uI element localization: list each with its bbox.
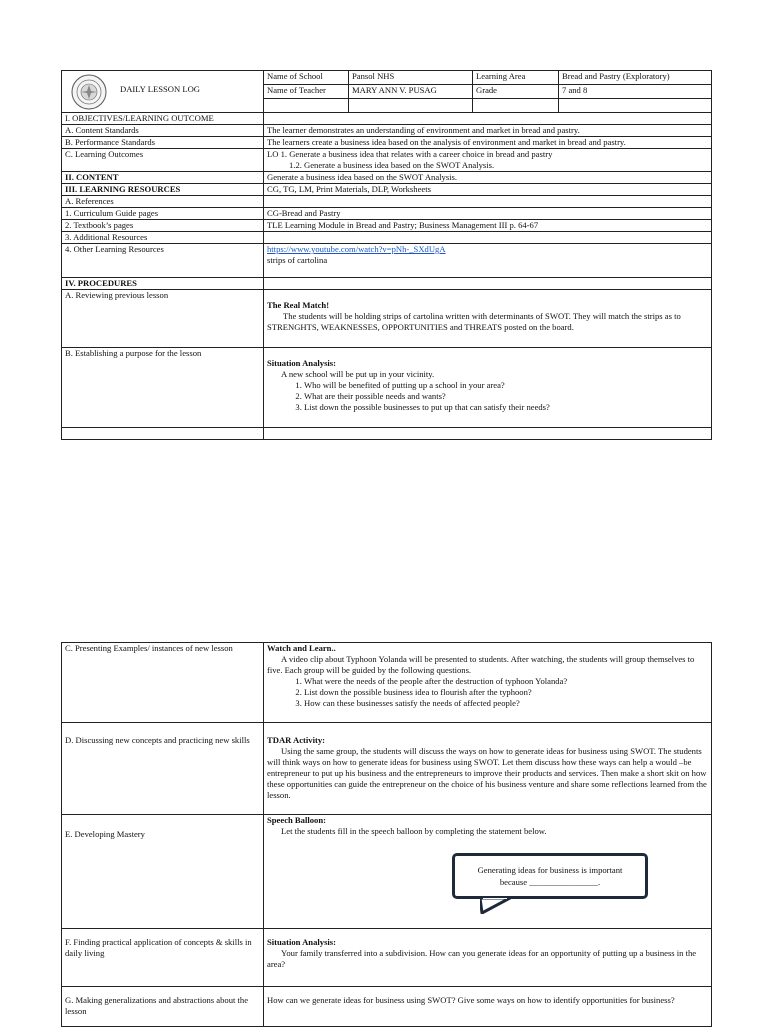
school-value: Pansol NHS — [349, 71, 473, 85]
procedure-c-label: C. Presenting Examples/ instances of new lesson — [62, 643, 264, 723]
lesson-log-table-bottom — [61, 642, 712, 1027]
page-title: DAILY LESSON LOG — [120, 84, 200, 94]
additional-resources-label: 3. Additional Resources — [62, 232, 264, 244]
grade-label: Grade — [473, 85, 559, 99]
area-value: Bread and Pastry (Exploratory) — [559, 71, 712, 85]
deped-seal-icon — [71, 74, 107, 110]
list-item: 2. What are their possible needs and wants? — [304, 391, 708, 402]
performance-standards-label: B. Performance Standards — [62, 137, 264, 149]
other-resources-value — [264, 244, 712, 278]
watch-learn-text: A video clip about Typhoon Yolanda will be presented to students. After watching, the students will group themselves to five. Each group will be guided by the following questions. — [267, 654, 695, 675]
procedure-d-label: D. Discussing new concepts and practicing new skills — [62, 723, 264, 815]
empty-cell — [264, 99, 349, 113]
learning-outcomes-value — [264, 149, 712, 172]
situation-f-text: Your family transferred into a subdivision. How can you generate ideas for an opportunity of putting up a business in the area? — [267, 948, 697, 969]
youtube-link[interactable]: https://www.youtube.com/watch?v=pNh-_SXdUgA — [267, 244, 446, 254]
content-standards-label: A. Content Standards — [62, 125, 264, 137]
real-match-title: The Real Match! — [267, 300, 330, 310]
textbook-label: 2. Textbook’s pages — [62, 220, 264, 232]
list-item: 1. Who will be benefited of putting up a school in your area? — [304, 380, 708, 391]
references-label: A. References — [62, 196, 264, 208]
procedure-c-content — [264, 643, 712, 723]
learning-resources-value: CG, TG, LM, Print Materials, DLP, Worksheets — [264, 184, 712, 196]
empty-cell — [264, 428, 712, 440]
procedure-g-content: How can we generate ideas for business using SWOT? Give some ways on how to identify opportunities for business? — [264, 987, 712, 1027]
content-standards-value: The learner demonstrates an understanding of environment and market in bread and pastry. — [264, 125, 712, 137]
cartolina-text: strips of cartolina — [267, 255, 328, 265]
curriculum-guide-value: CG-Bread and Pastry — [264, 208, 712, 220]
learning-outcomes-label: C. Learning Outcomes — [62, 149, 264, 172]
school-label: Name of School — [264, 71, 349, 85]
textbook-value: TLE Learning Module in Bread and Pastry; Business Management III p. 64-67 — [264, 220, 712, 232]
procedure-f-label: F. Finding practical application of concepts & skills in daily living — [62, 929, 264, 987]
watch-learn-title: Watch and Learn.. — [267, 643, 336, 653]
header-title-cell — [62, 71, 264, 113]
list-item: 2. List down the possible business idea to flourish after the typhoon? — [304, 687, 708, 698]
empty-cell — [264, 232, 712, 244]
list-item: 1. What were the needs of the people after the destruction of typhoon Yolanda? — [304, 676, 708, 687]
content-label: II. CONTENT — [62, 172, 264, 184]
procedure-g-label: G. Making generalizations and abstractions about the lesson — [62, 987, 264, 1027]
watch-learn-list — [267, 676, 708, 709]
empty-cell — [264, 196, 712, 208]
situation-f-title: Situation Analysis: — [267, 937, 337, 947]
procedure-a-content — [264, 290, 712, 348]
procedure-b-label: B. Establishing a purpose for the lesson — [62, 348, 264, 428]
other-resources-label: 4. Other Learning Resources — [62, 244, 264, 278]
teacher-label: Name of Teacher — [264, 85, 349, 99]
empty-cell — [559, 99, 712, 113]
outcomes-line: LO 1. Generate a business idea that relates with a career choice in bread and pastry — [267, 149, 553, 159]
empty-cell — [473, 99, 559, 113]
procedure-b-content — [264, 348, 712, 428]
speech-balloon-tail-icon — [480, 898, 512, 914]
procedure-f-content — [264, 929, 712, 987]
empty-cell — [264, 113, 712, 125]
content-value: Generate a business idea based on the SWOT Analysis. — [264, 172, 712, 184]
situation-title: Situation Analysis: — [267, 358, 337, 368]
tdar-text: Using the same group, the students will discuss the ways on how to generate ideas for business using SWOT. The students will think ways on how to generate ideas for business using SWOT. Let them discuss how these ways can help a would –be entrepreneur to put up his business and the entrepreneurs to improve their products and services. Then make a short skit on how these opportunities can guide the entrepreneur on the choice of his business venture and share some reflections learned from the lesson. — [267, 746, 707, 800]
procedure-e-label: E. Developing Mastery — [62, 815, 264, 929]
speech-balloon-title: Speech Balloon: — [267, 815, 326, 825]
situation-list — [267, 380, 708, 413]
tdar-title: TDAR Activity: — [267, 735, 325, 745]
empty-cell — [62, 428, 264, 440]
speech-balloon-line: because ________________. — [499, 877, 601, 887]
teacher-value: MARY ANN V. PUSAG — [349, 85, 473, 99]
performance-standards-value: The learners create a business idea based on the analysis of environment and market in bread and pastry. — [264, 137, 712, 149]
objectives-heading: I. OBJECTIVES/LEARNING OUTCOME — [62, 113, 264, 125]
learning-resources-label: III. LEARNING RESOURCES — [62, 184, 264, 196]
procedure-a-label: A. Reviewing previous lesson — [62, 290, 264, 348]
procedure-d-content — [264, 723, 712, 815]
empty-cell — [264, 278, 712, 290]
list-item: 3. How can these businesses satisfy the needs of affected people? — [304, 698, 708, 709]
area-label: Learning Area — [473, 71, 559, 85]
grade-value: 7 and 8 — [559, 85, 712, 99]
list-item: 3. List down the possible businesses to put up that can satisfy their needs? — [304, 402, 708, 413]
empty-cell — [349, 99, 473, 113]
speech-balloon-text: Let the students fill in the speech balloon by completing the statement below. — [281, 826, 547, 836]
speech-balloon-line: Generating ideas for business is important — [477, 865, 623, 875]
lesson-log-table-top — [61, 70, 712, 440]
outcomes-line: 1.2. Generate a business idea based on the SWOT Analysis. — [289, 160, 495, 170]
curriculum-guide-label: 1. Curriculum Guide pages — [62, 208, 264, 220]
real-match-text: The students will be holding strips of cartolina written with determinants of SWOT. They will match the strips as to STRENGHTS, WEAKNESSES, OPPORTUNITIES and THREATS posted on the board. — [267, 311, 681, 332]
procedures-label: IV. PROCEDURES — [62, 278, 264, 290]
speech-balloon — [452, 853, 648, 899]
situation-intro: A new school will be put up in your vicinity. — [281, 369, 435, 379]
